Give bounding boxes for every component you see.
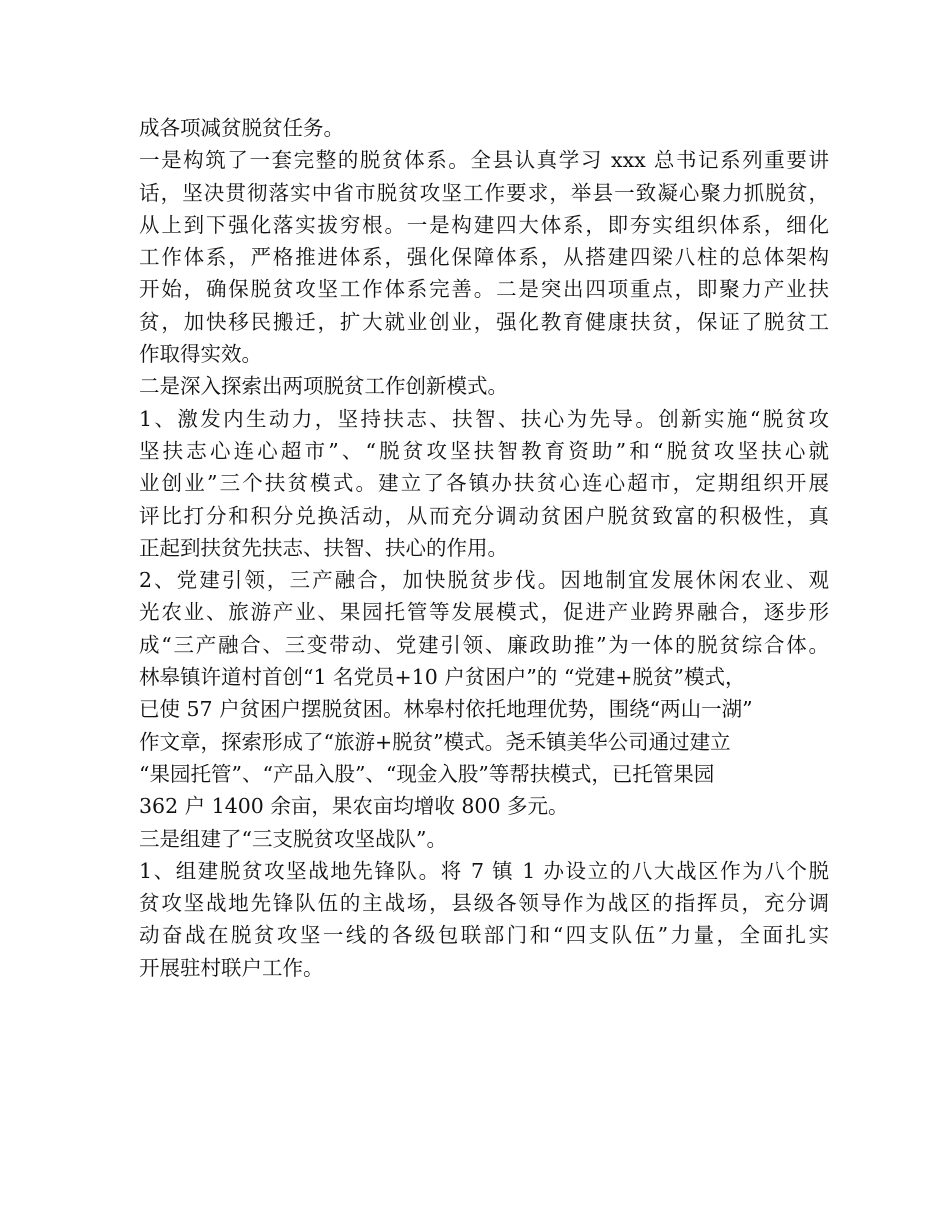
text-line: “果园托管”、“产品入股”、“现金入股”等帮扶模式，已托管果园 [139,761,715,786]
text-line: 2、党建引领，三产融合，加快脱贫步伐。因地制宜发展休闲农业、观 [139,568,829,593]
text-line: 动奋战在脱贫攻坚一线的各级包联部门和“四支队伍”力量，全面扎实 [139,923,829,948]
text-line: 开展驻村联户工作。 [139,955,324,980]
text-line: 成“三产融合、三变带动、党建引领、廉政助推”为一体的脱贫综合体。 [139,632,829,657]
text-line: 光农业、旅游产业、果园托管等发展模式，促进产业跨界融合，逐步形 [139,600,829,625]
text-line: 作文章，探索形成了“旅游+脱贫”模式。尧禾镇美华公司通过建立 [139,729,731,754]
text-line: 评比打分和积分兑换活动，从而充分调动贫困户脱贫致富的积极性，真 [139,503,829,528]
text-line: 坚扶志心连心超市”、“脱贫攻坚扶智教育资助”和“脱贫攻坚扶心就 [139,438,829,463]
text-line: 成各项减贫脱贫任务。 [139,116,344,140]
text-line: 一是构筑了一套完整的脱贫体系。全县认真学习 xxx 总书记系列重要讲 [139,148,829,173]
text-line: 正起到扶贫先扶志、扶智、扶心的作用。 [139,535,508,560]
text-line: 1、组建脱贫攻坚战地先锋队。将 7 镇 1 办设立的八大战区作为八个脱 [139,858,829,883]
text-line: 已使 57 户贫困户摆脱贫困。林皋村依托地理优势，围绕“两山一湖” [139,697,753,722]
text-line: 三是组建了“三支脱贫攻坚战队”。 [139,826,447,851]
text-line: 1、激发内生动力，坚持扶志、扶智、扶心为先导。创新实施“脱贫攻 [139,406,829,431]
text-line: 业创业”三个扶贫模式。建立了各镇办扶贫心连心超市，定期组织开展 [139,471,829,496]
text-line: 从上到下强化落实拔穷根。一是构建四大体系，即夯实组织体系，细化 [139,212,829,237]
text-line: 开始，确保脱贫攻坚工作体系完善。二是突出四项重点，即聚力产业扶 [139,277,829,302]
text-line: 362 户 1400 余亩，果农亩均增收 800 多元。 [139,794,569,819]
text-line: 作取得实效。 [139,342,262,367]
text-line: 二是深入探索出两项脱贫工作创新模式。 [139,374,508,399]
document-body [139,112,829,984]
text-line: 工作体系，严格推进体系，强化保障体系，从搭建四梁八柱的总体架构 [139,245,829,270]
text-line: 贫攻坚战地先锋队伍的主战场，县级各领导作为战区的指挥员，充分调 [139,891,829,916]
text-line: 话，坚决贯彻落实中省市脱贫攻坚工作要求，举县一致凝心聚力抓脱贫， [139,180,829,205]
text-line: 林皋镇许道村首创“1 名党员+10 户贫困户”的 “党建+脱贫”模式， [139,665,746,690]
text-line: 贫，加快移民搬迁，扩大就业创业，强化教育健康扶贫，保证了脱贫工 [139,309,829,334]
